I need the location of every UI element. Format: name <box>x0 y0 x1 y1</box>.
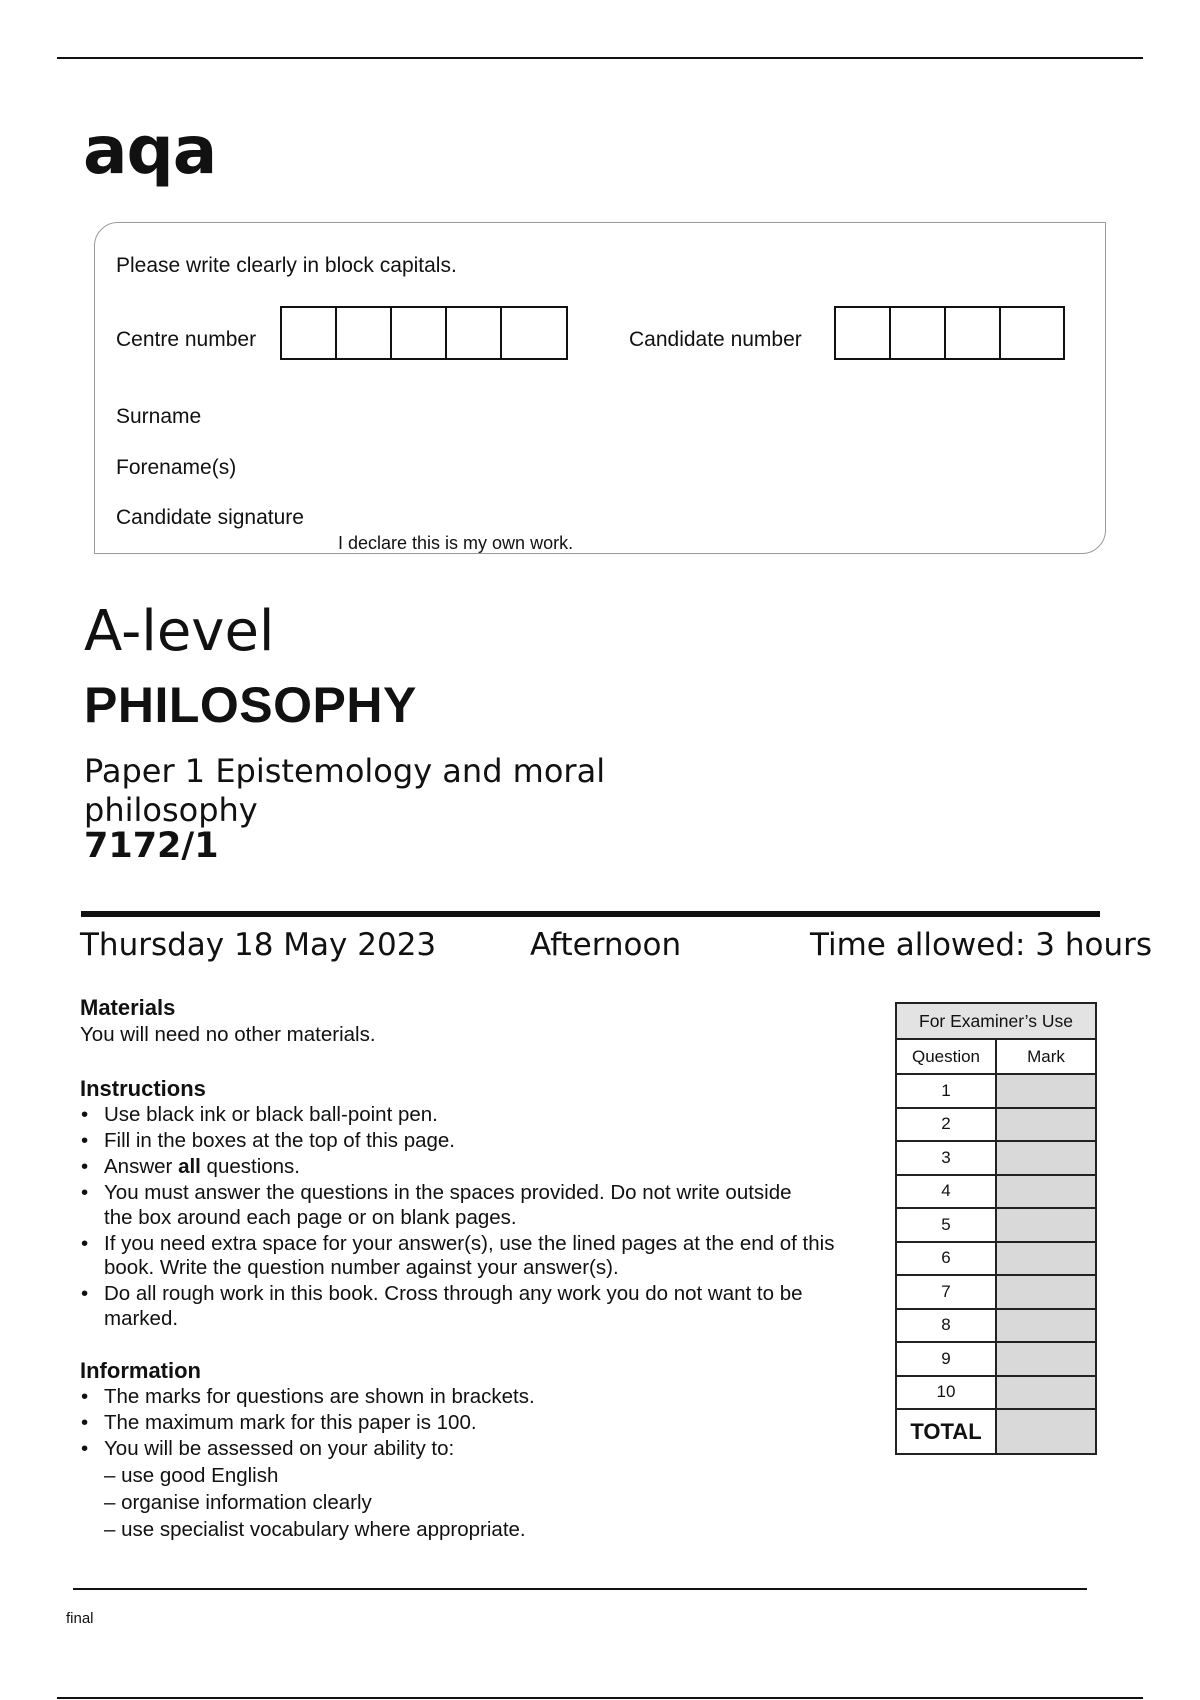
information-heading: Information <box>80 1358 201 1383</box>
question-number: 10 <box>896 1376 996 1410</box>
candidate-number-digit[interactable] <box>836 308 891 358</box>
candidate-number-field[interactable] <box>834 306 1065 360</box>
centre-number-digit[interactable] <box>392 308 447 358</box>
assessment-intro: You will be assessed on your ability to: <box>104 1437 455 1460</box>
question-number: 9 <box>896 1342 996 1376</box>
candidate-number-label: Candidate number <box>629 328 802 351</box>
assessment-criteria-list <box>104 1462 880 1543</box>
table-row <box>896 1108 1096 1142</box>
paper-code: 7172/1 <box>84 826 219 866</box>
exam-date: Thursday 18 May 2023 <box>80 927 437 963</box>
list-item: • The marks for questions are shown in brackets. <box>80 1385 880 1410</box>
materials-text: You will need no other materials. <box>80 1023 376 1046</box>
table-row <box>896 1309 1096 1343</box>
examiner-use-table <box>895 1002 1097 1455</box>
table-row <box>896 1175 1096 1209</box>
top-rule <box>57 57 1143 59</box>
centre-number-digit[interactable] <box>447 308 502 358</box>
footer-label: final <box>66 1610 94 1627</box>
list-item: – organise information clearly <box>104 1490 372 1514</box>
declaration-text: I declare this is my own work. <box>338 533 574 553</box>
table-row <box>896 1074 1096 1108</box>
list-item: • You must answer the questions in the spaces provided. Do not write outside the box around each page or on blank pages. <box>80 1181 804 1230</box>
question-number: 2 <box>896 1108 996 1142</box>
total-label: TOTAL <box>896 1409 996 1454</box>
question-number: 8 <box>896 1309 996 1343</box>
question-number: 6 <box>896 1242 996 1276</box>
answer-all-after: questions. <box>200 1155 301 1178</box>
list-item: – use good English <box>104 1463 279 1487</box>
aqa-logo: aqa <box>83 112 217 189</box>
mark-cell <box>996 1275 1096 1309</box>
paper-title: Paper 1 Epistemology and moral philosophy <box>84 752 606 829</box>
time-allowed: Time allowed: 3 hours <box>810 927 1153 963</box>
list-item: • Fill in the boxes at the top of this page. <box>80 1129 870 1154</box>
centre-number-label: Centre number <box>116 328 257 351</box>
question-number: 3 <box>896 1141 996 1175</box>
table-row <box>896 1242 1096 1276</box>
list-item: – use specialist vocabulary where appropriate. <box>104 1517 526 1541</box>
mark-cell <box>996 1309 1096 1343</box>
question-number: 7 <box>896 1275 996 1309</box>
question-number: 4 <box>896 1175 996 1209</box>
list-item <box>80 1437 880 1543</box>
surname-label: Surname <box>116 405 202 428</box>
table-row <box>896 1141 1096 1175</box>
bottom-rule <box>57 1697 1143 1699</box>
title-divider <box>81 911 1100 917</box>
table-row <box>896 1275 1096 1309</box>
candidate-number-digit[interactable] <box>891 308 946 358</box>
information-list <box>80 1385 880 1544</box>
mark-cell <box>996 1074 1096 1108</box>
total-row <box>896 1409 1096 1454</box>
list-item: • If you need extra space for your answer(s), use the lined pages at the end of this book. Write the question number against your answer(s). <box>80 1232 870 1281</box>
instructions-heading: Instructions <box>80 1076 206 1101</box>
mark-cell <box>996 1342 1096 1376</box>
answer-all-emphasis: all <box>178 1155 201 1178</box>
table-row <box>896 1208 1096 1242</box>
mark-cell <box>996 1376 1096 1410</box>
list-item: • Do all rough work in this book. Cross through any work you do not want to be marked. <box>80 1282 824 1331</box>
block-capitals-instruction: Please write clearly in block capitals. <box>116 254 457 277</box>
list-item: • Use black ink or black ball-point pen. <box>80 1103 870 1128</box>
list-item <box>80 1155 870 1180</box>
candidate-number-digit[interactable] <box>946 308 1001 358</box>
qualification-level: A-level <box>84 599 275 664</box>
examiner-table-title: For Examiner’s Use <box>896 1003 1096 1039</box>
answer-all-before: Answer <box>104 1155 179 1178</box>
centre-number-digit[interactable] <box>282 308 337 358</box>
instructions-list <box>80 1103 870 1333</box>
total-mark-cell <box>996 1409 1096 1454</box>
question-column-header: Question <box>896 1039 996 1074</box>
materials-heading: Materials <box>80 995 176 1020</box>
table-row <box>896 1376 1096 1410</box>
mark-cell <box>996 1208 1096 1242</box>
mark-cell <box>996 1141 1096 1175</box>
footer-rule <box>73 1588 1087 1590</box>
list-item: • The maximum mark for this paper is 100. <box>80 1411 880 1436</box>
table-row <box>896 1342 1096 1376</box>
question-number: 5 <box>896 1208 996 1242</box>
mark-cell <box>996 1175 1096 1209</box>
centre-number-digit[interactable] <box>502 308 557 358</box>
mark-cell <box>996 1242 1096 1276</box>
signature-label: Candidate signature <box>116 506 304 529</box>
mark-cell <box>996 1108 1096 1142</box>
forenames-label: Forename(s) <box>116 456 237 479</box>
candidate-number-digit[interactable] <box>1001 308 1056 358</box>
subject-title: PHILOSOPHY <box>84 677 417 733</box>
mark-column-header: Mark <box>996 1039 1096 1074</box>
question-number: 1 <box>896 1074 996 1108</box>
centre-number-field[interactable] <box>280 306 568 360</box>
exam-session: Afternoon <box>530 927 682 963</box>
centre-number-digit[interactable] <box>337 308 392 358</box>
